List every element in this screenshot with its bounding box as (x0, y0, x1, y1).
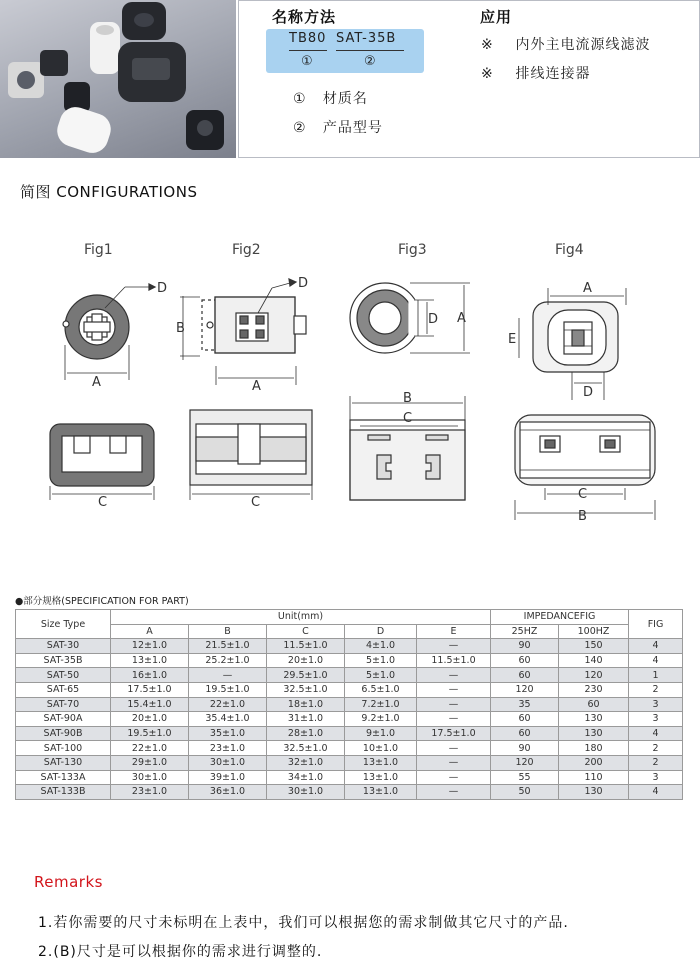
cell-e: — (417, 639, 491, 654)
cell-c: 31±1.0 (267, 712, 345, 727)
cell-100hz: 140 (559, 653, 629, 668)
code-number-1: ① (301, 54, 313, 69)
header-freq-100: 100HZ (559, 624, 629, 639)
table-row (16, 741, 683, 756)
header-col-d: D (345, 624, 417, 639)
header-fig: FIG (629, 610, 683, 639)
cell-e: — (417, 668, 491, 683)
remark-item-1: 1.若你需要的尺寸未标明在上表中，我们可以根据您的需求制做其它尺寸的产品. (38, 915, 569, 931)
cell-fig: 4 (629, 785, 683, 800)
cell-d: 5±1.0 (345, 653, 417, 668)
header-col-a: A (111, 624, 189, 639)
code-number-2: ② (364, 54, 376, 69)
fig4-top-view (519, 288, 626, 400)
legend-text: 产品型号 (322, 120, 383, 136)
remarks-title: Remarks (34, 873, 103, 891)
table-row (16, 697, 683, 712)
cell-b: 21.5±1.0 (189, 639, 267, 654)
fig4-dim-d: D (583, 385, 594, 400)
application-mark: ※ (481, 37, 494, 53)
configurations-title: 简图 CONFIGURATIONS (20, 183, 198, 201)
cell-c: 28±1.0 (267, 726, 345, 741)
header-impedance: IMPEDANCEFIG (491, 610, 629, 625)
legend-item-material (293, 88, 368, 108)
cell-100hz: 110 (559, 770, 629, 785)
cell-a: 13±1.0 (111, 653, 189, 668)
legend-number: ② (293, 120, 307, 136)
cell-e: — (417, 785, 491, 800)
cell-a: 23±1.0 (111, 785, 189, 800)
fig2-dim-c: C (251, 495, 261, 510)
cell-e: 17.5±1.0 (417, 726, 491, 741)
table-row (16, 726, 683, 741)
code-part-model: SAT-35B (336, 31, 397, 46)
cell-size-type: SAT-90A (16, 712, 111, 727)
cell-e: — (417, 741, 491, 756)
cell-b: 39±1.0 (189, 770, 267, 785)
cell-25hz: 60 (491, 668, 559, 683)
cell-fig: 3 (629, 697, 683, 712)
product-photo (0, 0, 236, 158)
cell-size-type: SAT-50 (16, 668, 111, 683)
cell-b: 36±1.0 (189, 785, 267, 800)
cell-25hz: 60 (491, 653, 559, 668)
cell-d: 9.2±1.0 (345, 712, 417, 727)
header-col-c: C (267, 624, 345, 639)
cell-size-type: SAT-65 (16, 682, 111, 697)
cell-size-type: SAT-133A (16, 770, 111, 785)
cell-e: — (417, 770, 491, 785)
table-row (16, 668, 683, 683)
cell-100hz: 130 (559, 726, 629, 741)
table-row (16, 639, 683, 654)
cell-b: — (189, 668, 267, 683)
cell-100hz: 180 (559, 741, 629, 756)
cell-fig: 1 (629, 668, 683, 683)
application-item-1 (481, 34, 651, 54)
cell-fig: 4 (629, 726, 683, 741)
fig4-dim-a: A (583, 281, 592, 296)
table-row (16, 712, 683, 727)
cell-fig: 2 (629, 682, 683, 697)
cell-d: 9±1.0 (345, 726, 417, 741)
spec-table (15, 609, 683, 800)
cell-a: 19.5±1.0 (111, 726, 189, 741)
cell-a: 16±1.0 (111, 668, 189, 683)
cell-25hz: 60 (491, 726, 559, 741)
cell-a: 22±1.0 (111, 741, 189, 756)
cell-c: 32±1.0 (267, 755, 345, 770)
legend-item-model (293, 117, 383, 137)
header-col-b: B (189, 624, 267, 639)
cell-size-type: SAT-90B (16, 726, 111, 741)
fig1-side-view (50, 424, 154, 500)
cell-100hz: 200 (559, 755, 629, 770)
application-mark: ※ (481, 66, 494, 82)
cell-a: 20±1.0 (111, 712, 189, 727)
cell-c: 34±1.0 (267, 770, 345, 785)
header-col-e: E (417, 624, 491, 639)
cell-b: 30±1.0 (189, 755, 267, 770)
fig2-dim-d: D (298, 276, 309, 291)
cell-fig: 4 (629, 653, 683, 668)
cell-d: 10±1.0 (345, 741, 417, 756)
cell-25hz: 60 (491, 712, 559, 727)
legend-text: 材质名 (322, 91, 368, 107)
table-row (16, 785, 683, 800)
code-part-material: TB80 (289, 31, 327, 46)
fig4-dim-e: E (508, 332, 517, 347)
fig4-dim-c: C (578, 487, 588, 502)
spec-table-title: ●部分规格(SPECIFICATION FOR PART) (15, 596, 189, 607)
cell-c: 11.5±1.0 (267, 639, 345, 654)
fig3-dim-a: A (457, 311, 466, 326)
cell-25hz: 120 (491, 755, 559, 770)
cell-a: 15.4±1.0 (111, 697, 189, 712)
cell-a: 30±1.0 (111, 770, 189, 785)
cell-size-type: SAT-130 (16, 755, 111, 770)
cell-a: 29±1.0 (111, 755, 189, 770)
cell-size-type: SAT-133B (16, 785, 111, 800)
cell-size-type: SAT-35B (16, 653, 111, 668)
fig4-side-view (515, 415, 655, 520)
table-row (16, 755, 683, 770)
cell-d: 6.5±1.0 (345, 682, 417, 697)
cell-size-type: SAT-30 (16, 639, 111, 654)
fig3-dim-b: B (403, 391, 412, 406)
cell-100hz: 150 (559, 639, 629, 654)
cell-size-type: SAT-100 (16, 741, 111, 756)
naming-method-title: 名称方法 (272, 8, 337, 26)
cell-e: — (417, 755, 491, 770)
cell-a: 17.5±1.0 (111, 682, 189, 697)
cell-100hz: 130 (559, 785, 629, 800)
cell-fig: 3 (629, 712, 683, 727)
cell-25hz: 50 (491, 785, 559, 800)
application-text: 排线连接器 (515, 66, 591, 82)
cell-c: 32.5±1.0 (267, 741, 345, 756)
fig1-label: Fig1 (84, 242, 113, 258)
cell-c: 30±1.0 (267, 785, 345, 800)
application-text: 内外主电流源线滤波 (515, 37, 651, 53)
fig4-dim-b: B (578, 509, 587, 524)
cell-c: 18±1.0 (267, 697, 345, 712)
fig1-dim-d: D (157, 281, 168, 296)
cell-c: 29.5±1.0 (267, 668, 345, 683)
fig2-dim-b: B (176, 321, 185, 336)
fig1-dim-c: C (98, 495, 108, 510)
cell-100hz: 230 (559, 682, 629, 697)
header-unit: Unit(mm) (111, 610, 491, 625)
cell-b: 35±1.0 (189, 726, 267, 741)
cell-100hz: 60 (559, 697, 629, 712)
legend-number: ① (293, 91, 307, 107)
header-freq-25: 25HZ (491, 624, 559, 639)
cell-fig: 2 (629, 755, 683, 770)
cell-25hz: 90 (491, 639, 559, 654)
fig1-top-view (63, 284, 155, 380)
fig3-top-view (350, 283, 470, 353)
cell-25hz: 120 (491, 682, 559, 697)
cell-c: 32.5±1.0 (267, 682, 345, 697)
cell-b: 23±1.0 (189, 741, 267, 756)
fig2-label: Fig2 (232, 242, 261, 258)
fig2-dim-a: A (252, 379, 261, 394)
cell-e: — (417, 712, 491, 727)
cell-100hz: 130 (559, 712, 629, 727)
cell-b: 25.2±1.0 (189, 653, 267, 668)
cell-25hz: 55 (491, 770, 559, 785)
configuration-drawings (0, 260, 700, 530)
cell-d: 13±1.0 (345, 770, 417, 785)
cell-e: — (417, 697, 491, 712)
cell-d: 13±1.0 (345, 785, 417, 800)
cell-25hz: 90 (491, 741, 559, 756)
cell-c: 20±1.0 (267, 653, 345, 668)
table-row (16, 770, 683, 785)
cell-b: 22±1.0 (189, 697, 267, 712)
cell-d: 13±1.0 (345, 755, 417, 770)
cell-e: 11.5±1.0 (417, 653, 491, 668)
cell-e: — (417, 682, 491, 697)
cell-d: 7.2±1.0 (345, 697, 417, 712)
cell-100hz: 120 (559, 668, 629, 683)
cell-size-type: SAT-70 (16, 697, 111, 712)
application-title: 应用 (480, 8, 513, 26)
fig2-side-view (190, 410, 312, 500)
cell-b: 35.4±1.0 (189, 712, 267, 727)
code-underline-2 (336, 50, 404, 51)
spec-table-body (16, 639, 683, 800)
fig3-dim-c: C (403, 411, 413, 426)
fig1-dim-a: A (92, 375, 101, 390)
cell-fig: 3 (629, 770, 683, 785)
fig4-label: Fig4 (555, 242, 584, 258)
header-size-type: Size Type (16, 610, 111, 639)
cell-25hz: 35 (491, 697, 559, 712)
cell-a: 12±1.0 (111, 639, 189, 654)
cell-fig: 2 (629, 741, 683, 756)
application-item-2 (481, 63, 591, 83)
fig3-label: Fig3 (398, 242, 427, 258)
fig2-top-view (180, 279, 306, 385)
table-row (16, 653, 683, 668)
cell-b: 19.5±1.0 (189, 682, 267, 697)
remark-item-2: 2.(B)尺寸是可以根据你的需求进行调整的. (38, 944, 323, 960)
cell-fig: 4 (629, 639, 683, 654)
code-underline-1 (289, 50, 327, 51)
table-row (16, 682, 683, 697)
cell-d: 5±1.0 (345, 668, 417, 683)
cell-d: 4±1.0 (345, 639, 417, 654)
fig3-dim-d: D (428, 312, 439, 327)
